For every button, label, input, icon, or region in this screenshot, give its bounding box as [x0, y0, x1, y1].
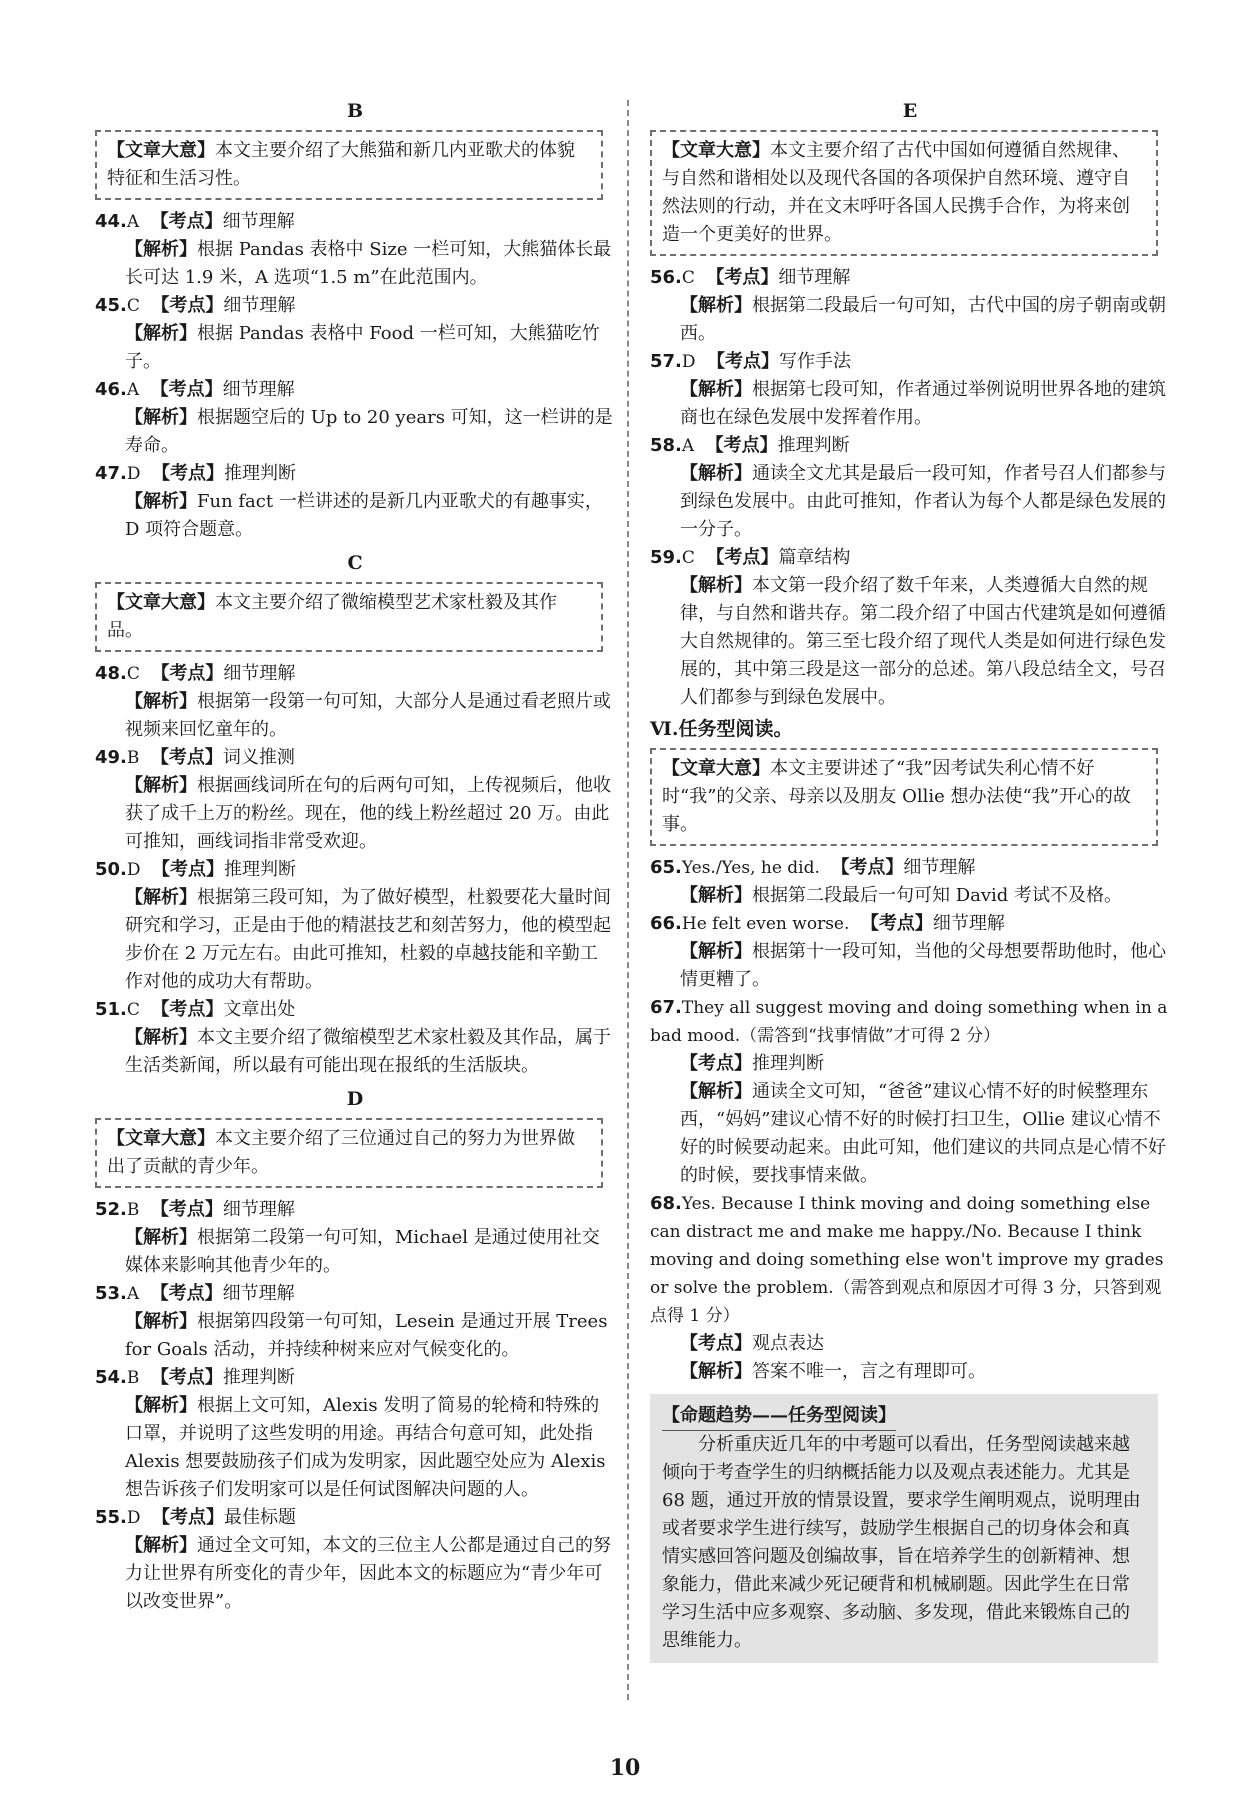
part-heading-task-reading: Ⅵ.任务型阅读。 [650, 718, 793, 740]
kaodian-tag: 【考点】 [705, 435, 778, 456]
kaodian-tag: 【考点】 [150, 211, 223, 232]
kaodian-tag: 【考点】 [151, 999, 224, 1020]
explanation: 通读全文尤其是最后一段可知，作者号召人们都参与到绿色发展中。由此可推知，作者认为每个人都是绿色发展的一分子。 [680, 463, 1166, 540]
explanation: 根据第一段第一句可知，大部分人是通过看老照片或视频来回忆童年的。 [125, 691, 611, 740]
trend-text: 分析重庆近几年的中考题可以看出，任务型阅读越来越倾向于考查学生的归纳概括能力以及观点表述能力。尤其是 68 题，通过开放的情景设置，要求学生阐明观点，说明理由或者要求学生进行续写，鼓励学生根据自己的切身体会和真情实感回答问题及创编故事，旨在培养学生的创新精神、想象能力，借此来减少死记硬背和机械刷题。因此学生在日常学习生活中应多观察、多动脑、多发现，借此来锻炼自己的思维能力。 [662, 1434, 1141, 1651]
explanation: 根据 Pandas 表格中 Food 一栏可知，大熊猫吃竹子。 [125, 323, 600, 372]
point-text: 细节理解 [932, 913, 1005, 934]
question-number: 45. [95, 295, 127, 316]
explanation: 根据第二段最后一句可知，古代中国的房子朝南或朝西。 [680, 295, 1166, 344]
question-57 [650, 348, 1170, 432]
explanation: 根据画线词所在句的后两句可知，上传视频后，他收获了成千上万的粉丝。现在，他的线上粉丝超过 20 万。由此可推知，画线词指非常受欢迎。 [125, 775, 611, 852]
answer: A [126, 380, 140, 400]
answer: A [126, 1284, 140, 1304]
kaodian-tag: 【考点】 [150, 1367, 223, 1388]
explanation: 根据题空后的 Up to 20 years 可知，这一栏讲的是寿命。 [125, 407, 613, 456]
question-49 [95, 744, 615, 856]
summary-text: 本文主要介绍了三位通过自己的努力为世界做出了贡献的青少年。 [107, 1128, 575, 1177]
question-50 [95, 856, 615, 996]
answer: A [681, 436, 695, 456]
explanation: Fun fact 一栏讲述的是新几内亚歌犬的有趣事实，D 项符合题意。 [125, 491, 603, 540]
jiexi-tag: 【解析】 [125, 1395, 197, 1416]
question-52 [95, 1196, 615, 1280]
kaodian-tag: 【考点】 [151, 1507, 224, 1528]
jiexi-tag: 【解析】 [125, 775, 197, 796]
explanation: 根据第十一段可知，当他的父母想要帮助他时，他心情更糟了。 [680, 941, 1166, 990]
question-number: 52. [95, 1199, 127, 1220]
question-number: 48. [95, 663, 127, 684]
kaodian-tag: 【考点】 [680, 1333, 752, 1354]
section-heading-d: D [346, 1088, 364, 1110]
point-text: 推理判断 [223, 463, 296, 484]
point-text: 篇章结构 [778, 547, 851, 568]
summary-tag: 【文章大意】 [662, 140, 770, 161]
explanation: 答案不唯一，言之有理即可。 [752, 1361, 986, 1382]
question-46 [95, 376, 615, 460]
explanation: 本文第一段介绍了数千年来，人类遵循大自然的规律，与自然和谐共存。第二段介绍了中国古代建筑是如何遵循大自然规律的。第三至七段介绍了现代人类是如何进行绿色发展的，其中第三段是这一部分的总述。第八段总结全文，号召人们都参与到绿色发展中。 [680, 575, 1166, 708]
point-text: 推理判断 [223, 859, 296, 880]
answer: A [126, 212, 140, 232]
jiexi-tag: 【解析】 [125, 1027, 197, 1048]
answer: C [126, 1000, 140, 1020]
jiexi-tag: 【解析】 [680, 575, 752, 596]
jiexi-tag: 【解析】 [680, 1081, 752, 1102]
explanation: 根据第七段可知，作者通过举例说明世界各地的建筑商也在绿色发展中发挥着作用。 [680, 379, 1166, 428]
answer: D [126, 1508, 141, 1528]
kaodian-tag: 【考点】 [150, 379, 223, 400]
point-text: 细节理解 [903, 857, 976, 878]
question-number: 59. [650, 547, 682, 568]
answer: B [126, 1200, 140, 1220]
summary-text: 本文主要介绍了古代中国如何遵循自然规律、与自然和谐相处以及现代各国的各项保护自然环境、遵守自然法则的行动，并在文末呼吁各国人民携手合作，为将来创造一个更美好的世界。 [662, 140, 1130, 245]
right-column [650, 92, 1170, 1663]
kaodian-tag: 【考点】 [680, 1053, 752, 1074]
kaodian-tag: 【考点】 [150, 1283, 223, 1304]
question-58 [650, 432, 1170, 544]
summary-tag: 【文章大意】 [662, 758, 770, 779]
question-number: 50. [95, 859, 127, 880]
kaodian-tag: 【考点】 [151, 859, 224, 880]
question-67 [650, 994, 1170, 1190]
kaodian-tag: 【考点】 [151, 295, 224, 316]
question-number: 56. [650, 267, 682, 288]
explanation: 通读全文可知，“爸爸”建议心情不好的时候整理东西，“妈妈”建议心情不好的时候打扫卫生，Ollie 建议心情不好的时候要动起来。由此可知，他们建议的共同点是心情不好的时候，要找事情来做。 [680, 1081, 1166, 1186]
summary-box-b [95, 130, 603, 200]
question-44 [95, 208, 615, 292]
kaodian-tag: 【考点】 [860, 913, 933, 934]
jiexi-tag: 【解析】 [125, 1311, 197, 1332]
explanation: 根据第三段可知，为了做好模型，杜毅要花大量时间研究和学习，正是由于他的精湛技艺和刻苦努力，他的模型起步价在 2 万元左右。由此可推知，杜毅的卓越技能和辛勤工作对他的成功大有帮助。 [125, 887, 611, 992]
point-text: 推理判断 [752, 1053, 824, 1074]
answer: D [126, 860, 141, 880]
question-53 [95, 1280, 615, 1364]
point-text: 推理判断 [222, 1367, 295, 1388]
question-number: 58. [650, 435, 682, 456]
summary-text: 本文主要介绍了大熊猫和新几内亚歌犬的体貌特征和生活习性。 [107, 140, 575, 189]
question-number: 67. [650, 997, 682, 1018]
question-56 [650, 264, 1170, 348]
answer: C [126, 296, 140, 316]
summary-box-c [95, 582, 603, 652]
left-column [95, 92, 615, 1616]
explanation: 根据 Pandas 表格中 Size 一栏可知，大熊猫体长最长可达 1.9 米，A 选项“1.5 m”在此范围内。 [125, 239, 612, 288]
kaodian-tag: 【考点】 [706, 351, 779, 372]
jiexi-tag: 【解析】 [125, 491, 197, 512]
answer: They all suggest moving and doing something when in a bad mood.（需答到“找事情做”才可得 2 分） [650, 998, 1168, 1046]
trend-box [650, 1394, 1158, 1663]
summary-box-e [650, 130, 1158, 256]
jiexi-tag: 【解析】 [680, 295, 752, 316]
summary-text: 本文主要介绍了微缩模型艺术家杜毅及其作品。 [107, 592, 557, 641]
answer: C [681, 548, 695, 568]
jiexi-tag: 【解析】 [680, 941, 752, 962]
jiexi-tag: 【解析】 [125, 323, 197, 344]
answer: He felt even worse. [681, 914, 850, 934]
summary-box-vi [650, 748, 1158, 846]
jiexi-tag: 【解析】 [680, 463, 752, 484]
answer: B [126, 748, 140, 768]
kaodian-tag: 【考点】 [706, 547, 779, 568]
point-text: 最佳标题 [223, 1507, 296, 1528]
explanation: 根据第四段第一句可知，Lesein 是通过开展 Trees for Goals 活动，并持续种树来应对气候变化的。 [125, 1311, 608, 1360]
question-66 [650, 910, 1170, 994]
jiexi-tag: 【解析】 [125, 691, 197, 712]
point-text: 词义推测 [222, 747, 295, 768]
point-text: 细节理解 [222, 1283, 295, 1304]
page-number: 10 [609, 1755, 641, 1781]
explanation: 通过全文可知，本文的三位主人公都是通过自己的努力让世界有所变化的青少年，因此本文的标题应为“青少年可以改变世界”。 [125, 1535, 611, 1612]
question-number: 57. [650, 351, 682, 372]
question-number: 55. [95, 1507, 127, 1528]
summary-box-d [95, 1118, 603, 1188]
column-divider [627, 100, 629, 1700]
jiexi-tag: 【解析】 [125, 1227, 197, 1248]
point-text: 细节理解 [222, 1199, 295, 1220]
question-number: 66. [650, 913, 682, 934]
question-number: 47. [95, 463, 127, 484]
point-text: 细节理解 [223, 295, 296, 316]
answer: C [681, 268, 695, 288]
jiexi-tag: 【解析】 [125, 407, 197, 428]
question-45 [95, 292, 615, 376]
question-68 [650, 1190, 1170, 1386]
kaodian-tag: 【考点】 [151, 463, 224, 484]
point-text: 推理判断 [777, 435, 850, 456]
question-number: 46. [95, 379, 127, 400]
point-text: 写作手法 [778, 351, 851, 372]
question-59 [650, 544, 1170, 712]
question-number: 54. [95, 1367, 127, 1388]
point-text: 文章出处 [223, 999, 296, 1020]
point-text: 细节理解 [223, 663, 296, 684]
answer: B [126, 1368, 140, 1388]
answer: C [126, 664, 140, 684]
question-number: 68. [650, 1193, 682, 1214]
summary-tag: 【文章大意】 [107, 592, 215, 613]
jiexi-tag: 【解析】 [680, 379, 752, 400]
section-heading-b: B [346, 100, 364, 122]
explanation: 根据上文可知，Alexis 发明了简易的轮椅和特殊的口罩，并说明了这些发明的用途。再结合句意可知，此处指 Alexis 想要鼓励孩子们成为发明家，因此题空处应为 Alexis 想告诉孩子们发明家可以是任何试图解决问题的人。 [125, 1395, 606, 1500]
summary-tag: 【文章大意】 [107, 1128, 215, 1149]
section-heading-c: C [347, 552, 363, 574]
question-number: 65. [650, 857, 682, 878]
kaodian-tag: 【考点】 [151, 663, 224, 684]
jiexi-tag: 【解析】 [680, 1361, 752, 1382]
jiexi-tag: 【解析】 [125, 239, 197, 260]
kaodian-tag: 【考点】 [150, 1199, 223, 1220]
question-47 [95, 460, 615, 544]
jiexi-tag: 【解析】 [125, 1535, 197, 1556]
answer: D [126, 464, 141, 484]
kaodian-tag: 【考点】 [831, 857, 904, 878]
question-number: 49. [95, 747, 127, 768]
kaodian-tag: 【考点】 [706, 267, 779, 288]
question-54 [95, 1364, 615, 1504]
summary-text: 本文主要讲述了“我”因考试失利心情不好时“我”的父亲、母亲以及朋友 Ollie 想办法使“我”开心的故事。 [662, 758, 1131, 835]
kaodian-tag: 【考点】 [150, 747, 223, 768]
explanation: 根据第二段最后一句可知 David 考试不及格。 [752, 885, 1123, 906]
point-text: 细节理解 [222, 379, 295, 400]
summary-tag: 【文章大意】 [107, 140, 215, 161]
point-text: 观点表达 [752, 1333, 824, 1354]
question-48 [95, 660, 615, 744]
answer: Yes./Yes, he did. [681, 858, 820, 878]
question-51 [95, 996, 615, 1080]
jiexi-tag: 【解析】 [125, 887, 197, 908]
question-number: 51. [95, 999, 127, 1020]
point-text: 细节理解 [222, 211, 295, 232]
question-55 [95, 1504, 615, 1616]
trend-title: 【命题趋势——任务型阅读】 [662, 1402, 896, 1431]
question-65 [650, 854, 1170, 910]
answer: Yes. Because I think moving and doing something else can distract me and make me happy./No. Because I think moving and doing something else won't improve my grades or solve the problem.（需答到观点和原因才可得 3 分，只答到观点得 1 分） [650, 1194, 1164, 1326]
question-number: 53. [95, 1283, 127, 1304]
section-heading-e: E [902, 100, 918, 122]
explanation: 根据第二段第一句可知，Michael 是通过使用社交媒体来影响其他青少年的。 [125, 1227, 600, 1276]
question-number: 44. [95, 211, 127, 232]
jiexi-tag: 【解析】 [680, 885, 752, 906]
answer: D [681, 352, 696, 372]
point-text: 细节理解 [778, 267, 851, 288]
explanation: 本文主要介绍了微缩模型艺术家杜毅及其作品，属于生活类新闻，所以最有可能出现在报纸的生活版块。 [125, 1027, 611, 1076]
